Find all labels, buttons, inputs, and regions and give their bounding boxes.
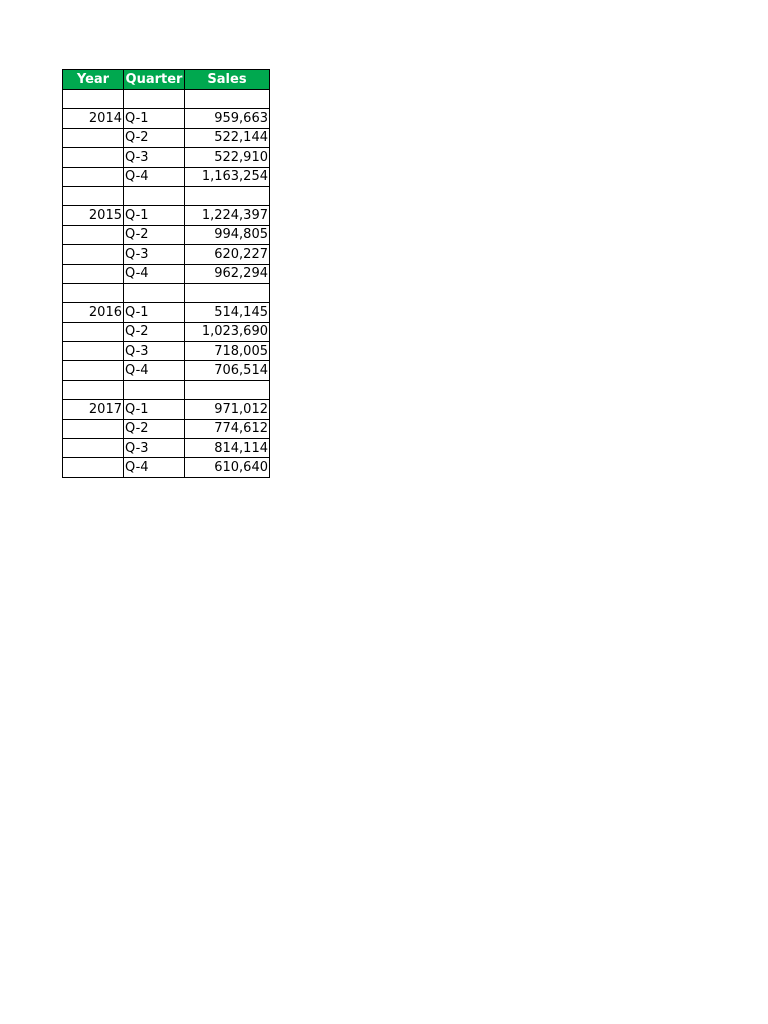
year-cell[interactable] xyxy=(63,264,124,283)
quarter-cell[interactable]: Q-4 xyxy=(124,167,185,186)
sales-cell[interactable]: 962,294 xyxy=(185,264,270,283)
table-row xyxy=(63,128,270,147)
table-row xyxy=(63,109,270,128)
quarter-cell[interactable] xyxy=(124,283,185,302)
table-row xyxy=(63,419,270,438)
sales-table xyxy=(62,69,270,478)
table-row xyxy=(63,167,270,186)
year-cell[interactable] xyxy=(63,283,124,302)
quarter-cell[interactable]: Q-1 xyxy=(124,400,185,419)
year-cell[interactable] xyxy=(63,90,124,109)
sales-cell[interactable]: 620,227 xyxy=(185,245,270,264)
year-cell[interactable] xyxy=(63,361,124,380)
year-cell[interactable] xyxy=(63,439,124,458)
year-cell[interactable]: 2014 xyxy=(63,109,124,128)
table-row xyxy=(63,245,270,264)
quarter-cell[interactable]: Q-3 xyxy=(124,148,185,167)
year-cell[interactable]: 2016 xyxy=(63,303,124,322)
table-row xyxy=(63,148,270,167)
quarter-cell[interactable]: Q-2 xyxy=(124,419,185,438)
table-row xyxy=(63,322,270,341)
sales-cell[interactable]: 774,612 xyxy=(185,419,270,438)
year-cell[interactable] xyxy=(63,342,124,361)
year-cell[interactable] xyxy=(63,167,124,186)
sales-cell[interactable]: 994,805 xyxy=(185,225,270,244)
table-row xyxy=(63,90,270,109)
header-quarter: Quarter xyxy=(124,70,185,90)
year-cell[interactable]: 2017 xyxy=(63,400,124,419)
table-row xyxy=(63,400,270,419)
sales-cell[interactable]: 1,023,690 xyxy=(185,322,270,341)
sales-cell[interactable]: 1,163,254 xyxy=(185,167,270,186)
header-year: Year xyxy=(63,70,124,90)
quarter-cell[interactable]: Q-3 xyxy=(124,245,185,264)
year-cell[interactable] xyxy=(63,128,124,147)
quarter-cell[interactable]: Q-2 xyxy=(124,322,185,341)
table-header xyxy=(63,70,270,90)
sales-cell[interactable]: 522,144 xyxy=(185,128,270,147)
year-cell[interactable] xyxy=(63,148,124,167)
quarter-cell[interactable] xyxy=(124,186,185,205)
quarter-cell[interactable]: Q-2 xyxy=(124,128,185,147)
year-cell[interactable] xyxy=(63,458,124,477)
year-cell[interactable] xyxy=(63,380,124,399)
header-sales: Sales xyxy=(185,70,270,90)
quarter-cell[interactable]: Q-1 xyxy=(124,109,185,128)
year-cell[interactable] xyxy=(63,225,124,244)
quarter-cell[interactable]: Q-1 xyxy=(124,206,185,225)
quarter-cell[interactable]: Q-3 xyxy=(124,342,185,361)
quarter-cell[interactable]: Q-2 xyxy=(124,225,185,244)
quarter-cell[interactable]: Q-4 xyxy=(124,361,185,380)
table-body xyxy=(63,90,270,478)
quarter-cell[interactable] xyxy=(124,90,185,109)
sales-cell[interactable] xyxy=(185,283,270,302)
table-row xyxy=(63,361,270,380)
sales-cell[interactable]: 959,663 xyxy=(185,109,270,128)
table-row xyxy=(63,439,270,458)
quarter-cell[interactable]: Q-1 xyxy=(124,303,185,322)
table-row xyxy=(63,342,270,361)
sales-cell[interactable]: 610,640 xyxy=(185,458,270,477)
year-cell[interactable]: 2015 xyxy=(63,206,124,225)
year-cell[interactable] xyxy=(63,419,124,438)
table-row xyxy=(63,206,270,225)
quarter-cell[interactable] xyxy=(124,380,185,399)
sales-cell[interactable] xyxy=(185,380,270,399)
year-cell[interactable] xyxy=(63,245,124,264)
quarter-cell[interactable]: Q-3 xyxy=(124,439,185,458)
sales-cell[interactable]: 814,114 xyxy=(185,439,270,458)
table-row xyxy=(63,303,270,322)
table-row xyxy=(63,186,270,205)
table-row xyxy=(63,225,270,244)
year-cell[interactable] xyxy=(63,186,124,205)
sales-cell[interactable]: 514,145 xyxy=(185,303,270,322)
sales-cell[interactable]: 971,012 xyxy=(185,400,270,419)
table-row xyxy=(63,380,270,399)
quarter-cell[interactable]: Q-4 xyxy=(124,264,185,283)
sales-cell[interactable]: 706,514 xyxy=(185,361,270,380)
table-row xyxy=(63,283,270,302)
table-row xyxy=(63,458,270,477)
sales-cell[interactable] xyxy=(185,90,270,109)
sales-cell[interactable] xyxy=(185,186,270,205)
quarter-cell[interactable]: Q-4 xyxy=(124,458,185,477)
header-row xyxy=(63,70,270,90)
sales-cell[interactable]: 522,910 xyxy=(185,148,270,167)
year-cell[interactable] xyxy=(63,322,124,341)
table-row xyxy=(63,264,270,283)
sales-cell[interactable]: 718,005 xyxy=(185,342,270,361)
sales-cell[interactable]: 1,224,397 xyxy=(185,206,270,225)
